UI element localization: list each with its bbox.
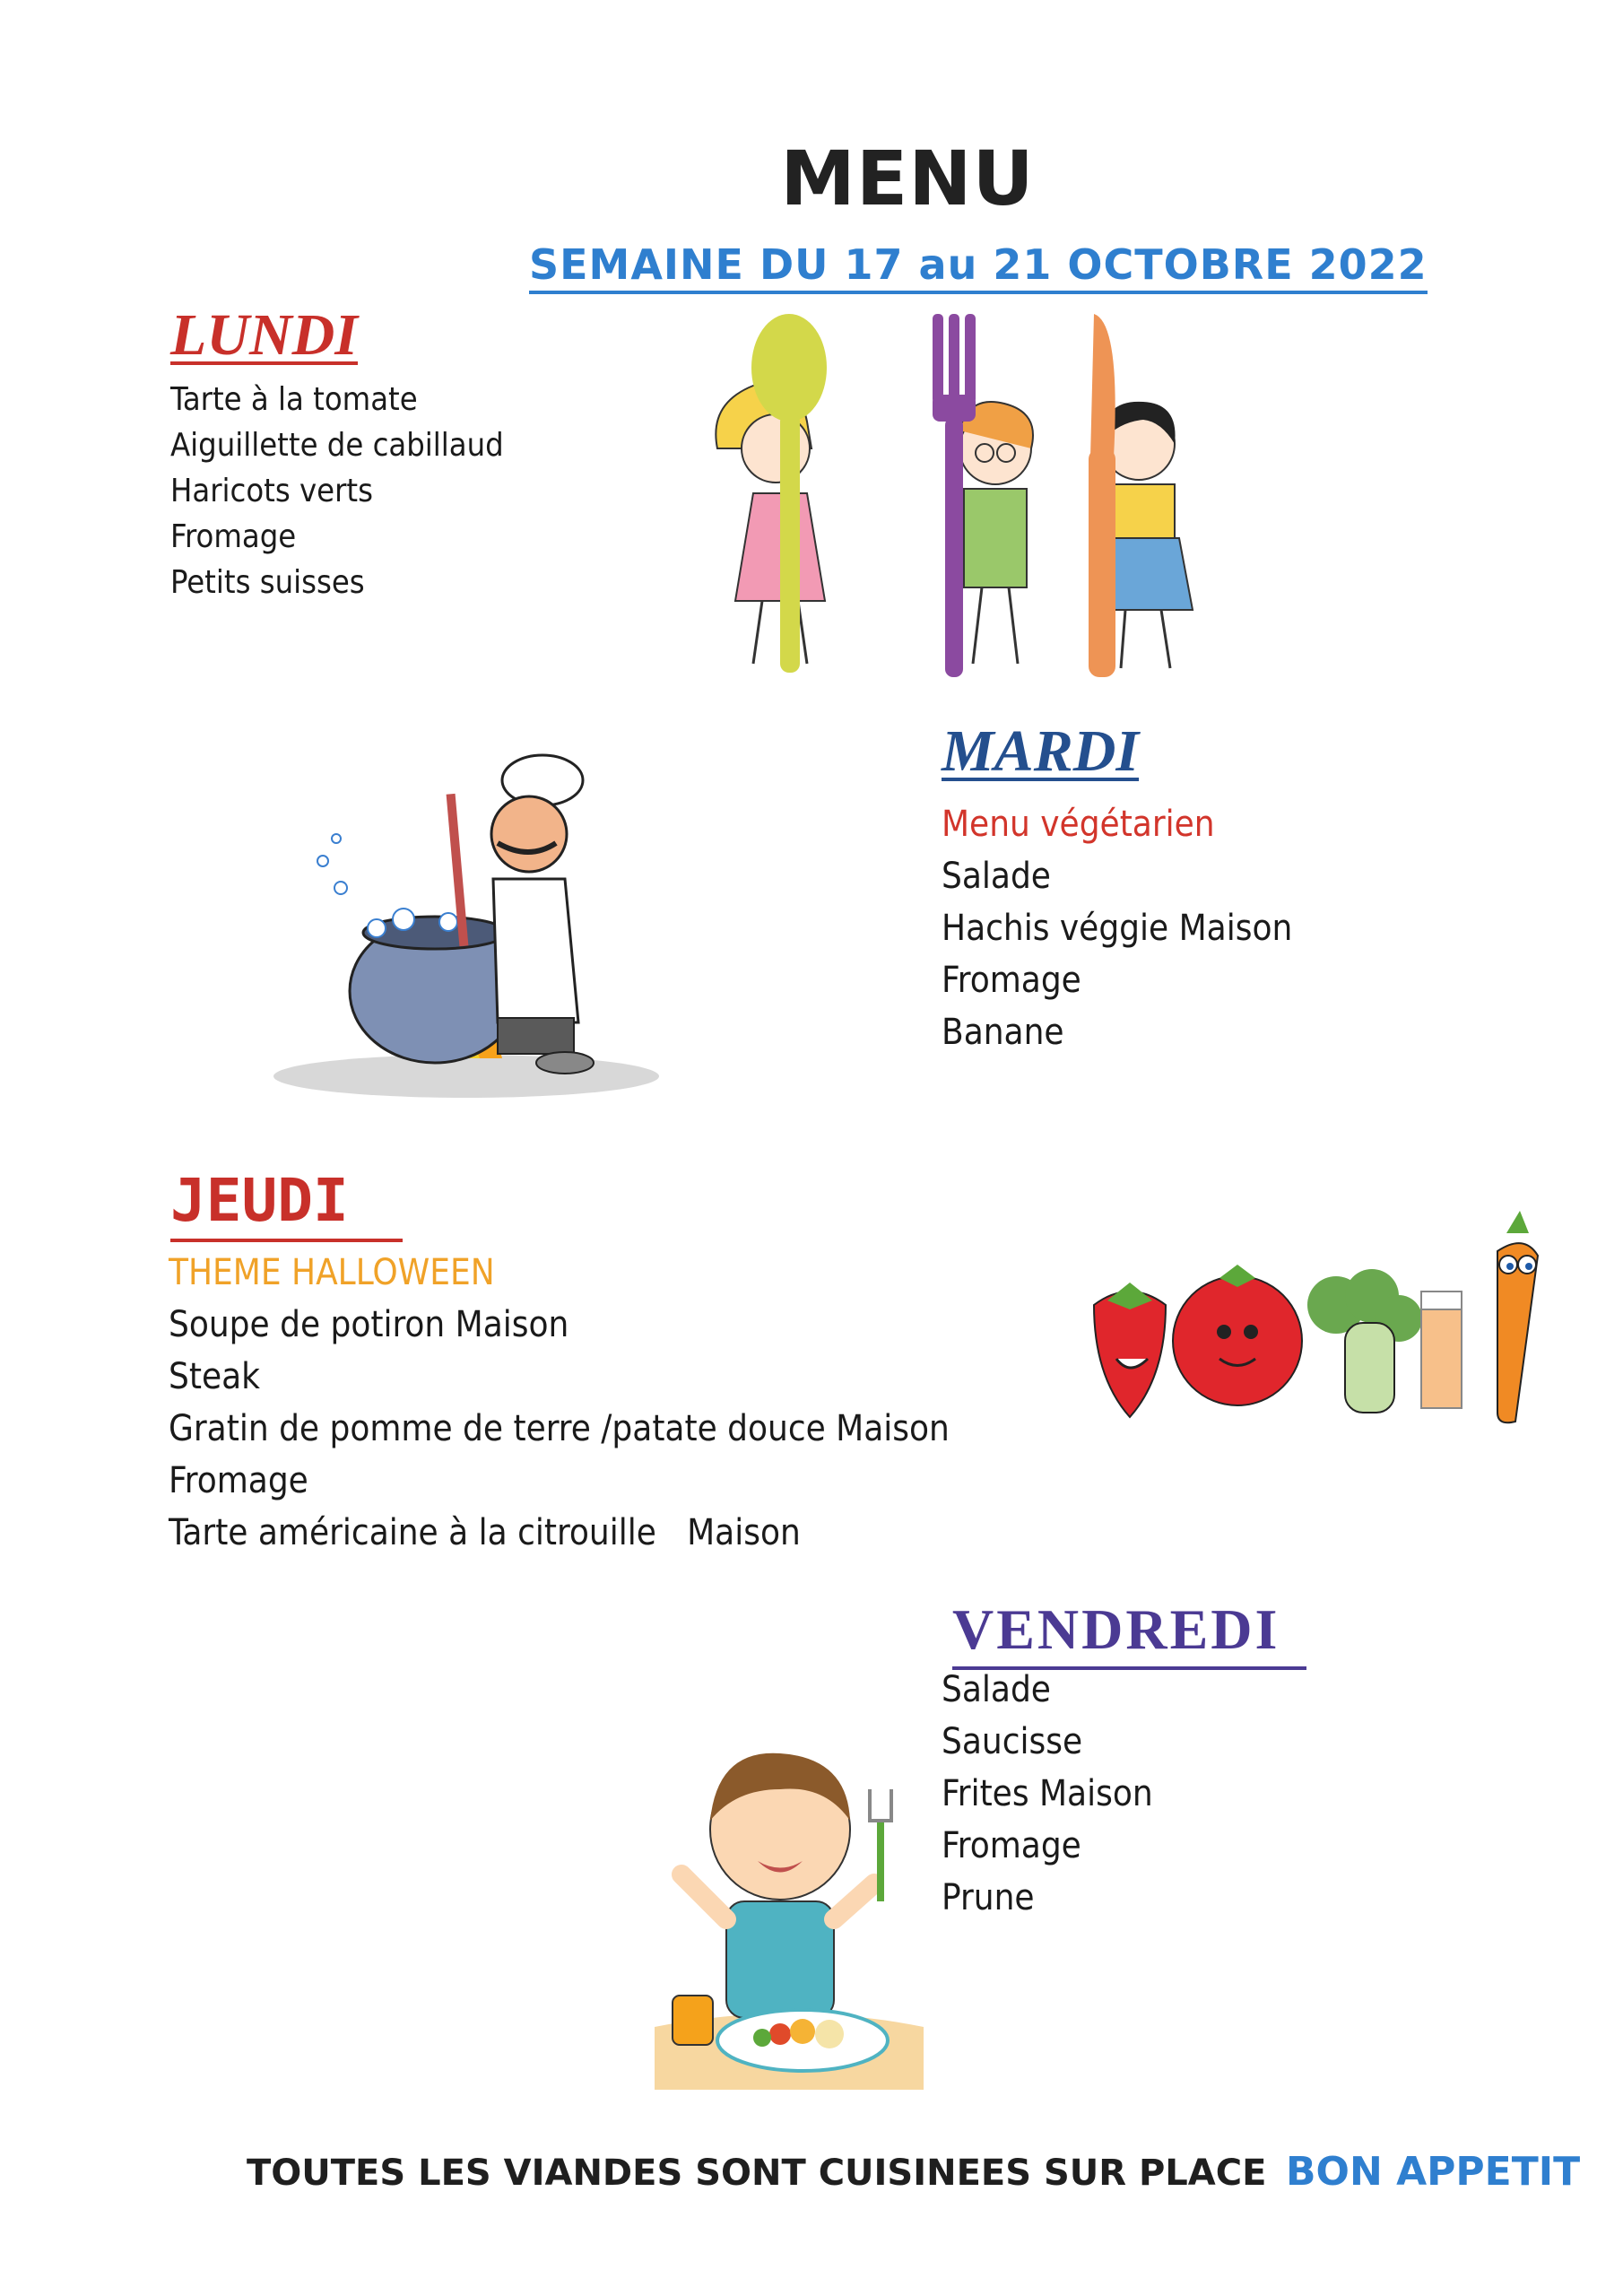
list-item: Fromage bbox=[942, 960, 1081, 1001]
boy-glasses-figure bbox=[959, 402, 1033, 664]
girl-yellow-hair-figure bbox=[716, 384, 825, 664]
kids-cutlery-illustration bbox=[699, 314, 1202, 682]
chef-cauldron-illustration bbox=[269, 753, 664, 1103]
menu-list-jeudi bbox=[169, 1247, 950, 1559]
menu-list-mardi bbox=[942, 798, 1292, 1058]
day-heading-jeudi: JEUDI bbox=[170, 1166, 403, 1242]
knife-icon bbox=[1089, 314, 1115, 677]
list-item: Hachis véggie Maison bbox=[942, 908, 1293, 949]
vegetables-illustration bbox=[1076, 1206, 1578, 1431]
page-title: MENU bbox=[780, 135, 1035, 222]
list-item: Tarte à la tomate bbox=[170, 381, 418, 418]
juice-glass-icon bbox=[1421, 1292, 1462, 1408]
child-figure bbox=[681, 1753, 874, 2018]
list-item: Prune bbox=[942, 1877, 1035, 1918]
list-item: Steak bbox=[169, 1356, 260, 1397]
list-item: Salade bbox=[942, 1669, 1051, 1710]
menu-subtitle-halloween: THEME HALLOWEEN bbox=[169, 1252, 495, 1293]
child-eating-illustration bbox=[646, 1704, 933, 2099]
list-item: Tarte américaine à la citrouille Maison bbox=[169, 1512, 801, 1553]
broccoli-icon bbox=[1307, 1269, 1422, 1413]
list-item: Soupe de potiron Maison bbox=[169, 1304, 569, 1345]
list-item: Aiguillette de cabillaud bbox=[170, 427, 504, 464]
day-heading-mardi: MARDI bbox=[942, 718, 1140, 784]
day-heading-vendredi: VENDREDI bbox=[952, 1596, 1306, 1670]
list-item: Salade bbox=[942, 856, 1051, 897]
list-item: Fromage bbox=[170, 518, 297, 555]
strawberry-icon bbox=[1094, 1283, 1166, 1417]
list-item: Banane bbox=[942, 1012, 1064, 1053]
cauldron-icon bbox=[317, 834, 520, 1063]
list-item: Frites Maison bbox=[942, 1773, 1153, 1814]
week-subtitle: SEMAINE DU 17 au 21 OCTOBRE 2022 bbox=[529, 240, 1428, 294]
list-item: Haricots verts bbox=[170, 473, 373, 509]
list-item: Saucisse bbox=[942, 1721, 1083, 1762]
list-item: Fromage bbox=[942, 1825, 1081, 1866]
menu-list-lundi bbox=[170, 377, 504, 605]
list-item: Fromage bbox=[169, 1460, 308, 1501]
list-item: Petits suisses bbox=[170, 564, 365, 601]
menu-list-vendredi bbox=[942, 1664, 1153, 1924]
footer-note: TOUTES LES VIANDES SONT CUISINEES SUR PLACE bbox=[247, 2152, 1267, 2194]
carrot-icon bbox=[1497, 1211, 1538, 1422]
footer-closing: BON APPETIT bbox=[1286, 2149, 1581, 2195]
tomato-icon bbox=[1173, 1265, 1302, 1405]
cup-icon bbox=[673, 1996, 713, 2045]
day-heading-lundi: LUNDI bbox=[170, 302, 358, 368]
plate-icon bbox=[717, 2010, 888, 2071]
menu-subtitle-vegetarien: Menu végétarien bbox=[942, 804, 1215, 845]
list-item: Gratin de pomme de terre /patate douce Maison bbox=[169, 1408, 950, 1449]
